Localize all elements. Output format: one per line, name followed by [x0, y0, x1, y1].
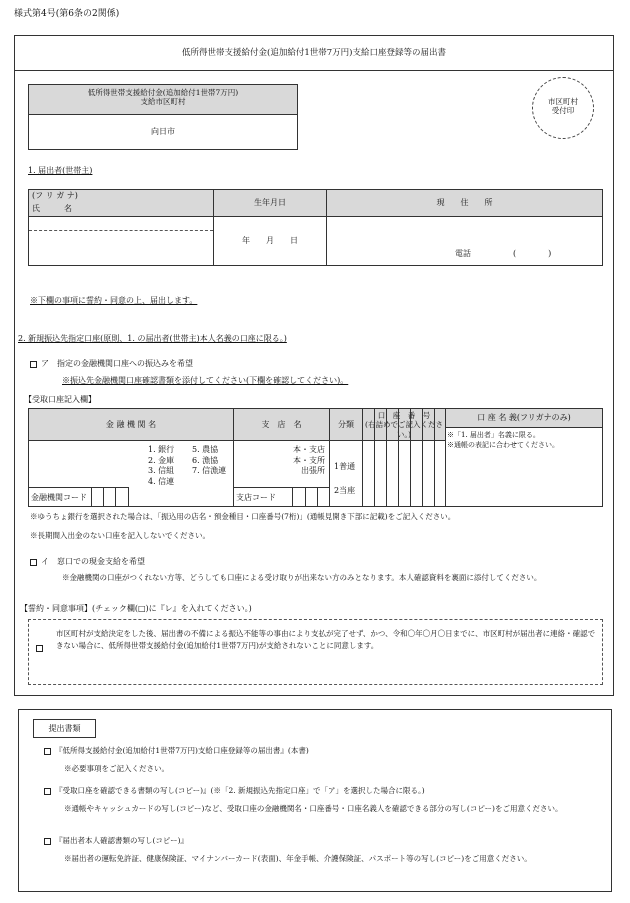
furigana-divider	[29, 230, 213, 231]
section1-heading: 1. 届出者(世帯主)	[28, 166, 93, 175]
name-header	[28, 189, 214, 217]
type-cell[interactable]	[329, 440, 363, 507]
form-title-text: 低所得世帯支援給付金(追加給付1世帯7万円)支給口座登録等の届出書	[182, 48, 446, 58]
branch-type-honshisho: 本・支所	[293, 455, 325, 465]
documents-frame	[18, 709, 612, 892]
bank-type-shinkumi: 3. 信組	[148, 466, 175, 475]
bank-code-divider-2	[103, 488, 104, 507]
number-divider-3	[398, 409, 399, 506]
furigana-label: (フ リ ガ ナ)	[32, 191, 78, 200]
branch-type-honshiten: 本・支店	[293, 445, 325, 454]
doc-item-2-title: 『受取口座を確認できる書類の写し(コピー)』(※「2. 新規振込先指定口座」で「ア」を選択した場合に限る。)	[55, 786, 425, 795]
office-value: 向日市	[28, 114, 298, 150]
number-divider-6	[434, 409, 435, 506]
long-term-note: ※長期間入出金のない口座を記入しないでください。	[30, 531, 210, 540]
bank-cell[interactable]	[28, 440, 234, 507]
office-label: 低所得世帯支援給付金(追加給付1世帯7万円) 支給市区町村	[28, 84, 298, 115]
type-futsu: 1普通	[334, 462, 356, 471]
doc-item-1-note: ※必要事項をご記入ください。	[64, 764, 169, 773]
doc-item-1-title: 『低所得支援給付金(追加給付1世帯7万円)支給口座登録等の届出書』(本書)	[55, 746, 309, 755]
number-header: 口 座 番 号 (右詰めでご記入ください。)	[362, 408, 446, 441]
branch-code-box[interactable]	[234, 487, 330, 507]
option-i-note: ※金融機関の口座がつくれない方等、どうしても口座による受け取りが出来ない方のみとなります。本人確認資料を裏面に添付してください。	[62, 573, 542, 582]
option-i-label: イ 窓口での現金支給を希望	[41, 557, 145, 566]
bank-code-divider-3	[115, 488, 116, 507]
bank-types-col2	[192, 445, 226, 477]
phone-label: 電話	[455, 249, 471, 258]
name-label: 氏 名	[32, 204, 72, 213]
reception-stamp: 市区町村 受付印	[532, 77, 594, 139]
section2-heading: 2. 新規振込先指定口座(原則、1. の届出者(世帯主)本人名義の口座に限る。)	[18, 334, 287, 343]
option-i-checkbox[interactable]	[30, 559, 37, 566]
number-divider-2	[386, 409, 387, 506]
doc-item-3-title: 『届出者本人確認書類の写し(コピー)』	[55, 836, 189, 845]
address-header: 現 住 所	[326, 189, 603, 217]
consent-text: 市区町村が支給決定をした後、届出書の不備による振込不能等の事由により支払が完了せず、かつ、令和〇年〇月〇日までに、市区町村が届出者に連絡・確認できない場合に、低所得世帯支援給付金(追加給付1世帯7万円)が支給されないことに同意します。	[56, 629, 596, 650]
consent-heading: 【誓約・同意事項】(チェック欄(□)に『レ』を入れてください。)	[20, 604, 252, 613]
documents-heading: 提出書類	[33, 719, 96, 738]
branch-code-label: 支店コード	[236, 493, 276, 502]
bank-code-box[interactable]	[29, 487, 129, 507]
account-section-label: 【受取口座記入欄】	[24, 395, 96, 404]
doc-item-3	[44, 836, 188, 846]
bank-type-kinko: 2. 金庫	[148, 455, 175, 465]
birth-header: 生年月日	[213, 189, 327, 217]
branch-code-divider-1	[292, 488, 293, 507]
bank-type-gyokyo: 6. 漁協	[192, 455, 219, 465]
number-divider-5	[422, 409, 423, 506]
doc-item-2-note: ※通帳やキャッシュカードの写し(コピー)など、受取口座の金融機関名・口座番号・口座名義人を確認できる部分の写し(コピー)をご用意ください。	[64, 804, 563, 813]
branch-cell[interactable]	[233, 440, 330, 507]
branch-code-divider-3	[317, 488, 318, 507]
doc-item-3-checkbox[interactable]	[44, 838, 51, 845]
option-a-label: ア 指定の金融機関口座への振込みを希望	[41, 359, 193, 368]
birth-input[interactable]: 年 月 日	[213, 216, 327, 266]
bank-header: 金 融 機 関 名	[28, 408, 234, 441]
number-divider-4	[410, 409, 411, 506]
address-input[interactable]	[326, 216, 603, 266]
consent-checkbox[interactable]	[36, 645, 43, 652]
branch-header: 支 店 名	[233, 408, 330, 441]
form-title	[14, 35, 614, 71]
number-divider-1	[374, 409, 375, 506]
option-i[interactable]	[30, 557, 145, 567]
phone-parens: ( )	[513, 249, 552, 258]
holder-note-1: ※「1. 届出者」名義に限る。	[447, 431, 540, 439]
bank-type-shingyoren: 7. 信漁連	[192, 466, 227, 475]
holder-cell[interactable]	[445, 427, 603, 507]
branch-type-shucchojo: 出張所	[301, 466, 325, 475]
yucho-note: ※ゆうちょ銀行を選択された場合は、「振込用の店名・預金種目・口座番号(7桁)」(通帳見開き下部に記載)をご記入ください。	[30, 512, 456, 521]
doc-item-1	[44, 746, 309, 756]
bank-type-shinren: 4. 信連	[148, 476, 175, 486]
bank-type-bank: 1. 銀行	[148, 445, 175, 454]
option-a[interactable]	[30, 359, 193, 369]
doc-item-2	[44, 786, 425, 796]
holder-note-2: ※通帳の表記に合わせてください。	[447, 441, 559, 449]
form-number: 様式第4号(第6条の2関係)	[14, 9, 120, 19]
holder-header: 口 座 名 義(フリガナのみ)	[445, 408, 603, 428]
name-input-area[interactable]	[28, 216, 214, 266]
bank-code-label: 金融機関コード	[31, 493, 87, 502]
branch-types	[293, 445, 325, 477]
doc-item-3-note: ※届出者の運転免許証、健康保険証、マイナンバーカード(表面)、年金手帳、介護保険証、パスポート等の写し(コピー)をご用意ください。	[64, 854, 532, 863]
pledge-note: ※下欄の事項に誓約・同意の上、届出します。	[30, 296, 198, 305]
option-a-note: ※振込先金融機関口座確認書類を添付してください(下欄を確認してください)。	[62, 376, 349, 385]
bank-types-col1	[148, 445, 174, 487]
consent-box	[28, 619, 603, 685]
option-a-checkbox[interactable]	[30, 361, 37, 368]
type-header: 分類	[329, 408, 363, 441]
bank-type-nokyo: 5. 農協	[192, 445, 219, 454]
holder-notes	[447, 430, 559, 450]
doc-item-2-checkbox[interactable]	[44, 788, 51, 795]
doc-item-1-checkbox[interactable]	[44, 748, 51, 755]
bank-code-divider-1	[91, 488, 92, 507]
branch-code-divider-2	[305, 488, 306, 507]
type-toza: 2当座	[334, 486, 356, 495]
